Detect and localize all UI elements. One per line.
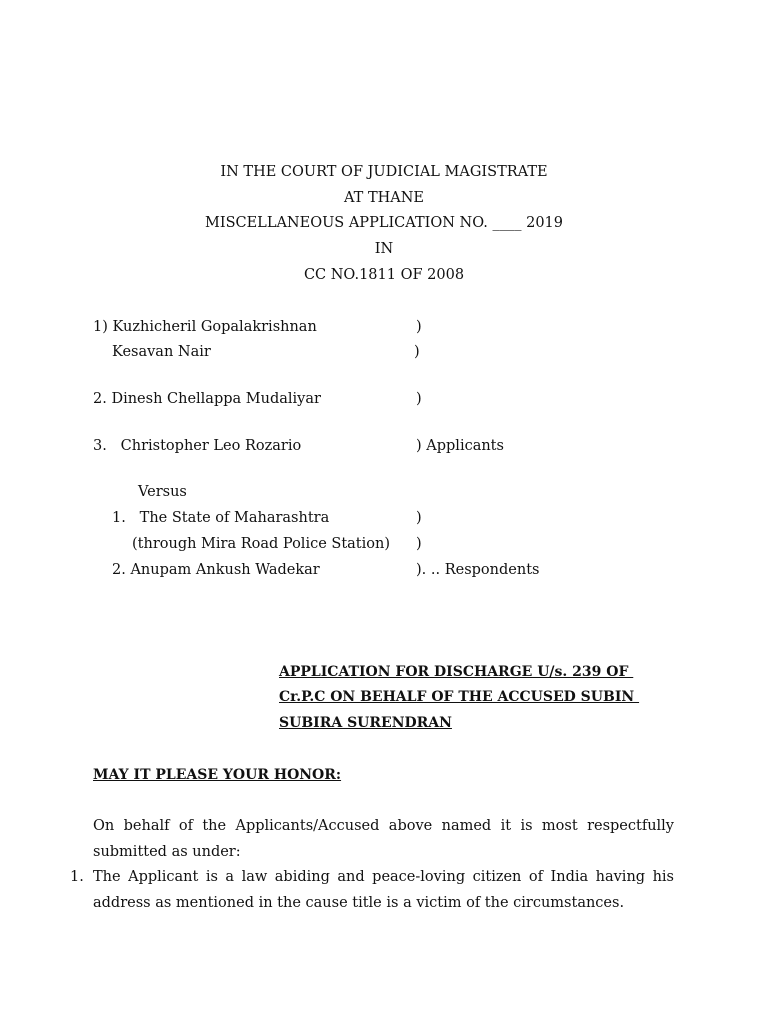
point-1-number: 1. [70,869,84,885]
respondent-1-name: 1. The State of Maharashtra [112,510,330,526]
applicant-1-bracket: ) [416,319,422,335]
applicant-2-bracket: ) [416,391,422,407]
application-title-line-1: APPLICATION FOR DISCHARGE U/s. 239 OF [279,664,634,680]
applicant-1-name: 1) Kuzhicheril Gopalakrishnan [93,319,317,335]
versus-label: Versus [138,484,187,500]
applicant-1-name-cont: Kesavan Nair [112,344,211,360]
applicant-1-bracket-cont: ) [414,344,420,360]
intro-line-1: On behalf of the Applicants/Accused above named it is most respectfully [93,818,674,834]
applicant-3-name: 3. Christopher Leo Rozario [93,438,302,454]
respondent-1-bracket-cont: ) [416,536,422,552]
application-title-line-3: SUBIRA SURENDRAN [279,715,452,731]
applicants-label: ) Applicants [416,438,504,454]
application-title-line-2: Cr.P.C ON BEHALF OF THE ACCUSED SUBIN [279,689,640,705]
respondent-1-bracket: ) [416,510,422,526]
point-1-line-2: address as mentioned in the cause title is a victim of the circumstances. [93,895,625,911]
case-number: CC NO.1811 OF 2008 [303,267,465,283]
point-1-line-1: The Applicant is a law abiding and peace-loving citizen of India having his [93,869,674,885]
court-place: AT THANE [343,190,425,206]
court-heading: IN THE COURT OF JUDICIAL MAGISTRATE [220,164,548,180]
heading-in: IN [374,241,394,257]
respondent-2-name: 2. Anupam Ankush Wadekar [112,562,320,578]
intro-line-2: submitted as under: [93,844,241,860]
respondent-1-name-cont: (through Mira Road Police Station) [132,536,390,552]
application-number: MISCELLANEOUS APPLICATION NO. ____ 2019 [205,215,563,231]
salutation: MAY IT PLEASE YOUR HONOR: [93,767,342,783]
applicant-2-name: 2. Dinesh Chellappa Mudaliyar [93,391,321,407]
respondents-label: ). .. Respondents [416,562,540,578]
